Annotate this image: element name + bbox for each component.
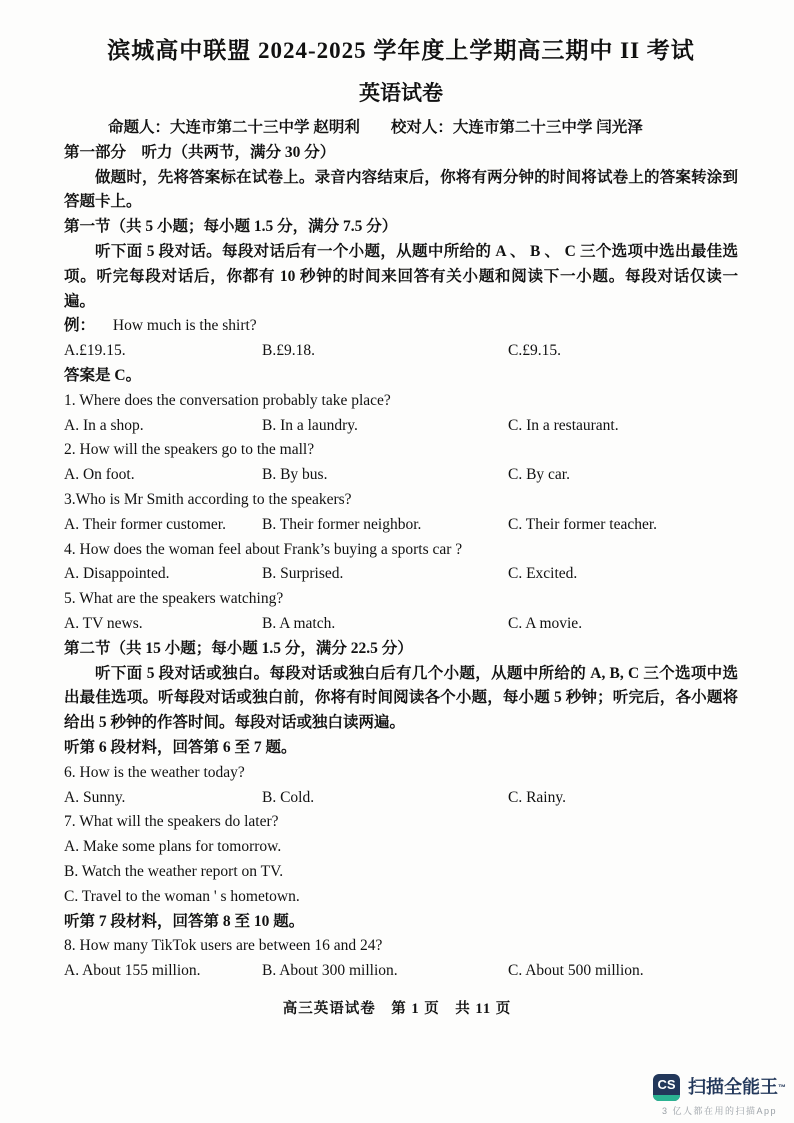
option-a: A. On foot. xyxy=(64,466,135,484)
brand-name xyxy=(688,1074,786,1101)
question-options xyxy=(64,562,738,587)
question-prompt: 1. Where does the conversation probably take place? xyxy=(64,391,391,409)
option-b: B. Their former neighbor. xyxy=(262,515,422,533)
option-c: C. About 500 million. xyxy=(508,962,644,980)
question-options xyxy=(64,463,738,488)
part1-instructions: 做题时，先将答案标在试卷上。录音内容结束后，你将有两分钟的时间将试卷上的答案转涂到答题卡上。 xyxy=(64,168,738,211)
example-option-c: C.£9.15. xyxy=(508,342,561,360)
option-b: B. Surprised. xyxy=(262,565,344,583)
example-option-b: B.£9.18. xyxy=(262,342,315,360)
question-prompt: 8. How many TikTok users are between 16 and 24? xyxy=(64,937,383,955)
question-prompt: 7. What will the speakers do later? xyxy=(64,813,279,831)
option-c: C. In a restaurant. xyxy=(508,416,619,434)
question-1 xyxy=(64,389,738,439)
question-options xyxy=(64,513,738,538)
exam-title: 滨城高中联盟 2024-2025 学年度上学期高三期中 II 考试 xyxy=(107,38,695,63)
option-c: C. A movie. xyxy=(508,614,583,632)
question-3 xyxy=(64,488,738,538)
question-5 xyxy=(64,587,738,637)
question-options xyxy=(64,414,738,439)
material-note-7: 听第 7 段材料，回答第 8 至 10 题。 xyxy=(64,912,305,930)
question-options xyxy=(64,959,738,984)
camscanner-badge-icon xyxy=(653,1074,680,1101)
part1-heading: 第一部分 听力（共两节，满分 30 分） xyxy=(64,143,336,161)
section2-heading: 第二节（共 15 小题；每小题 1.5 分，满分 22.5 分） xyxy=(64,639,413,657)
option-b: B. By bus. xyxy=(262,466,328,484)
cs-badge-letters: CS xyxy=(657,1077,676,1092)
section1-heading: 第一节（共 5 小题；每小题 1.5 分，满分 7.5 分） xyxy=(64,218,398,236)
footer-page-info: 高三英语试卷 第 1 页 共 11 页 xyxy=(282,1001,512,1017)
question-prompt: 6. How is the weather today? xyxy=(64,763,245,781)
option-c: C. Excited. xyxy=(508,565,578,583)
option-b: B. About 300 million. xyxy=(262,962,398,980)
option-c: C. Rainy. xyxy=(508,788,566,806)
question-prompt: 3.Who is Mr Smith according to the speakers? xyxy=(64,490,352,508)
question-6 xyxy=(64,761,738,811)
question-4 xyxy=(64,538,738,588)
question-7 xyxy=(64,810,738,909)
camscanner-logo-row xyxy=(653,1074,786,1101)
option-c: C. Their former teacher. xyxy=(508,515,658,533)
question-prompt: 2. How will the speakers go to the mall? xyxy=(64,441,315,459)
option-a: A. Sunny. xyxy=(64,788,126,806)
example-option-a: A.£19.15. xyxy=(64,342,126,360)
material-note-6: 听第 6 段材料，回答第 6 至 7 题。 xyxy=(64,738,297,756)
example-options xyxy=(64,339,738,364)
section2-instructions: 听下面 5 段对话或独白。每段对话或独白后有几个小题，从题中所给的 A, B, C 三个选项中选出最佳选项。听每段对话或独白前，你将有时间阅读各个小题，每小题 5 秒钟；听完后，各小题将给出 5 秒钟的作答时间。每段对话或独白读两遍。 xyxy=(64,664,738,732)
option-a: A. About 155 million. xyxy=(64,962,201,980)
example-prompt-row xyxy=(64,314,738,339)
option-a: A. In a shop. xyxy=(64,416,144,434)
trademark-symbol: ™ xyxy=(778,1083,786,1092)
option-b: B. In a laundry. xyxy=(262,416,358,434)
exam-header xyxy=(64,34,738,108)
option-b: B. Cold. xyxy=(262,788,315,806)
brand-text: 扫描全能王 xyxy=(688,1077,778,1097)
question-prompt: 5. What are the speakers watching? xyxy=(64,590,284,608)
example-label: 例： xyxy=(64,317,96,335)
option-a: A. Disappointed. xyxy=(64,565,170,583)
option-c: C. By car. xyxy=(508,466,570,484)
example-prompt: How much is the shirt? xyxy=(112,317,257,335)
brand-tagline: 3 亿人都在用的扫描App xyxy=(661,1106,778,1116)
option-c: C. Travel to the woman ' s hometown. xyxy=(64,887,300,905)
option-a: A. Their former customer. xyxy=(64,515,226,533)
exam-meta-line: 命题人：大连市第二十三中学 赵明利 校对人：大连市第二十三中学 闫光泽 xyxy=(108,119,643,136)
option-b: B. Watch the weather report on TV. xyxy=(64,862,284,880)
question-2 xyxy=(64,438,738,488)
section1-instructions: 听下面 5 段对话。每段对话后有一个小题，从题中所给的 A 、 B 、 C 三个选项中选出最佳选项。听完每段对话后，你都有 10 秒钟的时间来回答有关小题和阅读下一小题。每段对话仅读一遍。 xyxy=(64,242,738,310)
exam-subtitle: 英语试卷 xyxy=(359,81,443,105)
option-b: B. A match. xyxy=(262,614,336,632)
option-a: A. Make some plans for tomorrow. xyxy=(64,838,282,856)
question-options xyxy=(64,612,738,637)
camscanner-watermark xyxy=(653,1074,786,1117)
example-answer-note: 答案是 C。 xyxy=(64,366,142,384)
badge-green-strip-icon xyxy=(653,1095,680,1101)
question-options xyxy=(64,786,738,811)
question-8 xyxy=(64,934,738,984)
option-a: A. TV news. xyxy=(64,614,143,632)
question-prompt: 4. How does the woman feel about Frank’s buying a sports car ? xyxy=(64,540,463,558)
